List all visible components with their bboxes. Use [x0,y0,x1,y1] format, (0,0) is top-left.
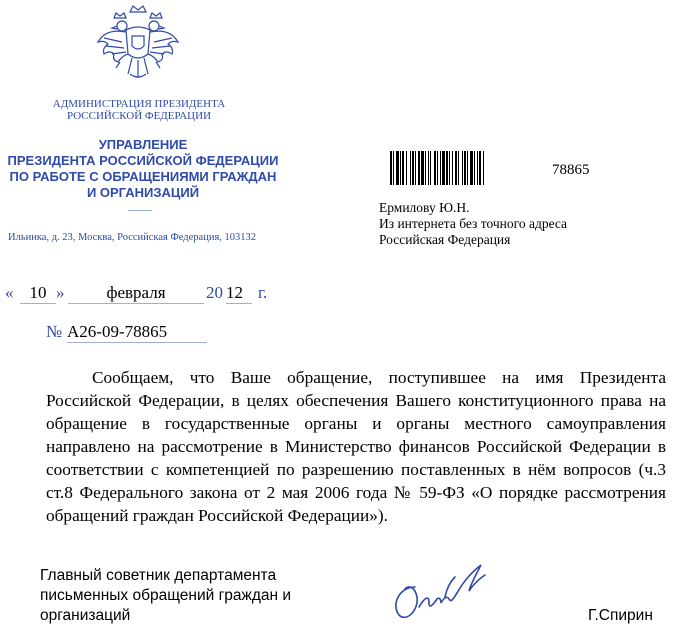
barcode-bar [415,151,416,185]
barcode-bar [437,151,438,185]
reference-number-sign: № [46,322,63,341]
administration-line-1: АДМИНИСТРАЦИЯ ПРЕЗИДЕНТА [52,98,226,110]
department-line-3: ПО РАБОТЕ С ОБРАЩЕНИЯМИ ГРАЖДАН [9,169,277,184]
letter-body [46,366,666,527]
department-address: Ильинка, д. 23, Москва, Российская Федерация, 103132 [8,232,257,243]
reference-number: А26-09-78865 [67,322,207,343]
barcode-bar [464,151,466,185]
barcode-bar [412,151,414,185]
barcode-bar [410,151,411,185]
department-line-4: И ОРГАНИЗАЦИЙ [86,185,200,200]
date-close-quote: » [56,283,65,302]
emblem-icon [92,2,184,88]
barcode-number: 78865 [552,162,590,178]
barcode-bar [479,151,481,185]
recipient-name: Ермилову Ю.Н. [379,200,470,215]
barcode-bar [467,151,468,185]
barcode-bar [458,151,459,185]
date-year-prefix: 20 [206,283,223,302]
letter-body-paragraph: Сообщаем, что Ваше обращение, поступившее на имя Президента Российской Федерации, в целях обеспечения Вашего конституционного права на обращение в государственные органы и органы местного самоуправления направлено на рассмотрение в Министерство финансов Российской Федерации в соответствии с компетенцией по разрешению поставленных в нём вопросов (ч.3 ст.8 Федерального закона от 2 мая 2006 года № 59-ФЗ «О порядке рассмотрения обращений граждан Российской Федерации»). [46,368,666,525]
barcode-bar [418,151,420,185]
barcode-bar [442,151,445,185]
barcode-bar [455,151,457,185]
barcode-bar [425,151,426,185]
barcode-bar [470,151,473,185]
barcode-bar [393,151,394,185]
barcode-bar [390,151,392,185]
barcode-bar [474,151,475,185]
signatory-position-line-3: организаций [40,607,131,624]
date-open-quote: « [5,283,14,302]
barcode-bar [452,151,453,185]
date-year-suffix: 12 [226,283,252,304]
signatory-name: Г.Спирин [588,607,653,624]
barcode-bar [440,151,441,185]
date-month: февраля [68,283,204,304]
date-year-abbr: г. [258,283,268,302]
signatory-position-line-2: письменных обращений граждан и [40,587,292,604]
department-line-1: УПРАВЛЕНИЕ [98,137,188,152]
barcode-bar [483,151,484,185]
barcode-bar [406,151,407,185]
department-line-2: ПРЕЗИДЕНТА РОССИЙСКОЙ ФЕДЕРАЦИИ [7,153,279,168]
barcode-bar [402,151,404,185]
barcode-bar [477,151,478,185]
barcode-bar [449,151,450,185]
barcode-bar [462,151,463,185]
date-day: 10 [20,283,56,304]
barcode-icon [390,151,538,185]
recipient-address: Из интернета без точного адреса [379,216,568,231]
barcode-bar [400,151,401,185]
signatory-position-line-1: Главный советник департамента [40,567,277,584]
handwritten-signature-icon [385,557,505,623]
recipient-country: Российская Федерация [379,232,511,247]
administration-line-2: РОССИЙСКОЙ ФЕДЕРАЦИИ [66,110,212,122]
barcode-bar [396,151,399,185]
barcode-bar [434,151,436,185]
barcode-bar [446,151,448,185]
header-divider [128,210,152,211]
barcode-bar [428,151,429,185]
barcode-bar [430,151,431,185]
barcode-bar [421,151,424,185]
